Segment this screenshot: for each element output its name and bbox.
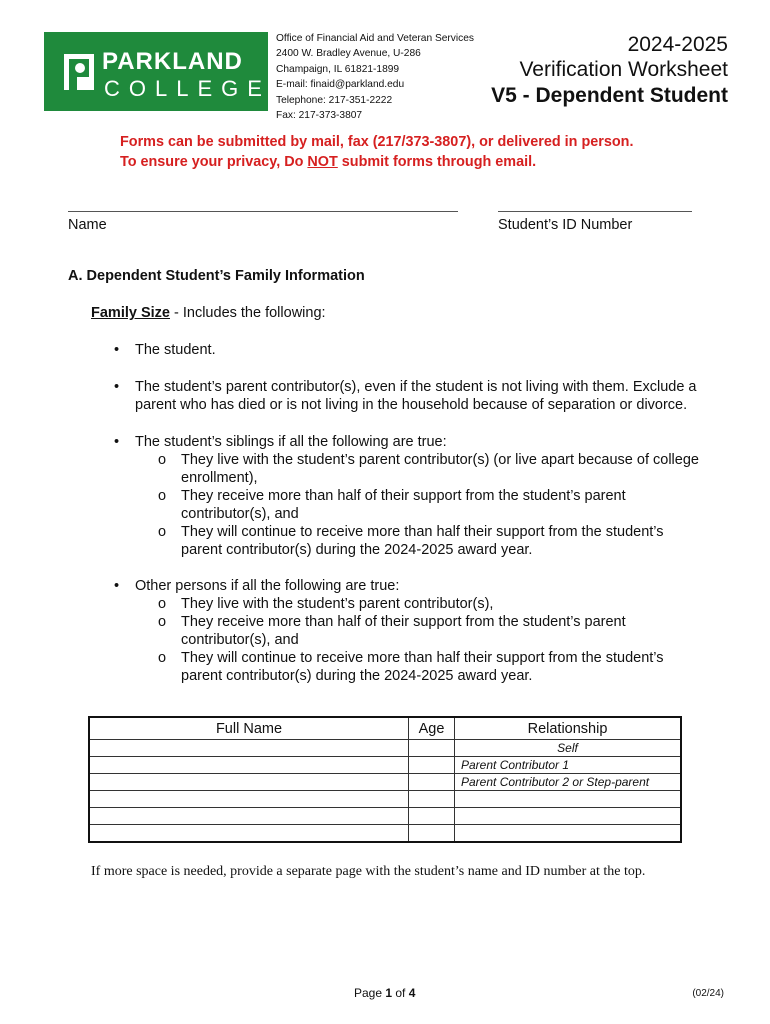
parkland-college-logo [44, 32, 271, 111]
page-word: Page [354, 986, 386, 1000]
office-fax: Fax: 217-373-3807 [276, 110, 363, 122]
notice-not: NOT [307, 154, 338, 170]
family-size-label: Family Size [91, 305, 170, 321]
notice-line-1: Forms can be submitted by mail, fax (217/373-3807), or delivered in person. [120, 134, 634, 150]
header-age: Age [409, 717, 455, 740]
circle-bullet-icon: o [158, 524, 167, 540]
bullet-item-parents [114, 378, 734, 414]
circle-bullet-icon: o [158, 650, 167, 666]
sub-item [135, 613, 734, 649]
of-word: of [392, 986, 409, 1000]
table-row [89, 808, 681, 825]
family-size-rest: - Includes the following: [169, 305, 326, 321]
sub-text: They receive more than half of their support from the student’s parent [181, 488, 626, 504]
circle-bullet-icon: o [158, 488, 167, 504]
notice-post: submit forms through email. [337, 154, 537, 170]
page-total: 4 [408, 986, 416, 1000]
bullet-icon: • [114, 379, 120, 395]
name-line[interactable] [68, 211, 458, 212]
bullet-icon: • [114, 342, 120, 358]
header-relationship: Relationship [455, 717, 682, 740]
logo-text-college: COLLEGE [104, 76, 271, 101]
notice-line-2 [120, 152, 633, 172]
office-email: E-mail: finaid@parkland.edu [276, 79, 405, 91]
sub-text: They receive more than half of their support from the student’s parent [181, 614, 626, 630]
sub-item [135, 451, 734, 487]
worksheet-version: V5 - Dependent Student [491, 84, 728, 107]
age-cell[interactable] [409, 740, 455, 757]
office-phone: Telephone: 217-351-2222 [276, 94, 393, 106]
sub-text: contributor(s), and [181, 632, 299, 648]
sub-item [135, 487, 734, 523]
sub-text: They will continue to receive more than half their support from the student’s [181, 524, 664, 540]
circle-bullet-icon: o [158, 596, 167, 612]
full-name-cell[interactable] [89, 757, 409, 774]
sub-text: parent contributor(s) during the 2024-2025 award year. [181, 668, 533, 684]
bullet-icon: • [114, 434, 120, 450]
bullet-text: The student. [135, 342, 216, 358]
age-cell[interactable] [409, 825, 455, 843]
full-name-cell[interactable] [89, 825, 409, 843]
sub-text: parent contributor(s) during the 2024-2025 award year. [181, 542, 533, 558]
page-number [354, 986, 415, 1000]
full-name-cell[interactable] [89, 808, 409, 825]
bullet-text: Other persons if all the following are true: [135, 578, 400, 594]
bullet-text: parent who has died or is not living in the household because of separation or divorce. [135, 397, 688, 413]
bullet-text: The student’s parent contributor(s), even if the student is not living with them. Exclude a [135, 379, 697, 395]
bullet-text: The student’s siblings if all the following are true: [135, 434, 447, 450]
office-address: 2400 W. Bradley Avenue, U-286 [276, 48, 421, 60]
table-row [89, 740, 681, 757]
sub-text: contributor(s), and [181, 506, 299, 522]
full-name-cell[interactable] [89, 774, 409, 791]
sub-item [135, 595, 734, 613]
table-row [89, 825, 681, 843]
relationship-cell[interactable] [455, 791, 682, 808]
sub-item [135, 523, 734, 559]
relationship-cell[interactable] [455, 825, 682, 843]
table-row [89, 774, 681, 791]
table-row [89, 757, 681, 774]
sub-text: They live with the student’s parent contributor(s) (or live apart because of college [181, 452, 699, 468]
relationship-cell[interactable] [455, 808, 682, 825]
relationship-cell: Parent Contributor 1 [455, 757, 682, 774]
worksheet-title [491, 32, 728, 109]
office-info [276, 31, 474, 123]
office-name: Office of Financial Aid and Veteran Services [276, 33, 475, 44]
sub-text: enrollment), [181, 470, 258, 486]
family-members-table [88, 716, 682, 843]
worksheet-name: Verification Worksheet [519, 58, 728, 81]
sub-text: They will continue to receive more than half their support from the student’s [181, 650, 664, 666]
age-cell[interactable] [409, 757, 455, 774]
parkland-p-icon [64, 54, 94, 90]
age-cell[interactable] [409, 808, 455, 825]
circle-bullet-icon: o [158, 452, 167, 468]
bullet-item-other-persons [114, 577, 734, 685]
student-id-label: Student’s ID Number [498, 217, 633, 233]
header-full-name: Full Name [89, 717, 409, 740]
table-header-row [89, 717, 681, 740]
sub-item [135, 649, 734, 685]
more-space-note: If more space is needed, provide a separate page with the student’s name and ID number at the top. [91, 864, 646, 879]
submission-notice [120, 132, 633, 172]
family-size-intro [91, 305, 326, 321]
full-name-cell[interactable] [89, 791, 409, 808]
relationship-cell: Parent Contributor 2 or Step-parent [455, 774, 682, 791]
sub-text: They live with the student’s parent contributor(s), [181, 596, 494, 612]
circle-bullet-icon: o [158, 614, 167, 630]
section-a-heading: A. Dependent Student’s Family Information [68, 268, 365, 284]
age-cell[interactable] [409, 774, 455, 791]
table-row [89, 791, 681, 808]
relationship-cell: Self [455, 740, 682, 757]
bullet-icon: • [114, 578, 120, 594]
student-id-line[interactable] [498, 211, 692, 212]
age-cell[interactable] [409, 791, 455, 808]
full-name-cell[interactable] [89, 740, 409, 757]
award-year: 2024-2025 [627, 33, 728, 56]
notice-pre: To ensure your privacy, Do [120, 154, 308, 170]
office-city: Champaign, IL 61821-1899 [276, 63, 400, 75]
bullet-item-siblings [114, 433, 734, 559]
page-num: 1 [385, 986, 393, 1000]
name-label: Name [68, 217, 107, 233]
revision-date: (02/24) [692, 988, 724, 999]
logo-text-parkland: PARKLAND [102, 48, 243, 75]
